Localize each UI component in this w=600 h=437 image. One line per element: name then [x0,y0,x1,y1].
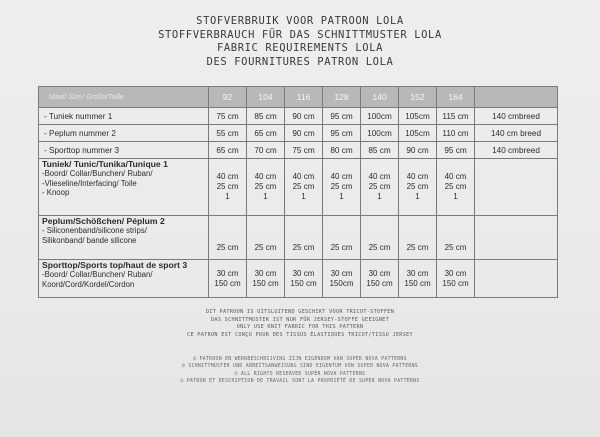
table-cell: 40 cm 25 cm 1 [399,159,437,216]
group-title: Sporttop/Sports top/haut de sport 3 [42,260,188,270]
size-header-cell: 152 [399,87,437,108]
table-cell: 25 cm [209,216,247,260]
table-cell: 90 cm [399,142,437,159]
table-cell: 95 cm [323,108,361,125]
copyright-line: © PATRON ET DESCRIPTION DE TRAVAIL SONT LA PROPRIÉTÉ DE SUPER NOVA PATTERNS [180,379,420,385]
size-header-cell: 116 [285,87,323,108]
table-cell: 70 cm [247,142,285,159]
table-cell: 95 cm [437,142,475,159]
table-cell: 105cm [399,108,437,125]
table-row [39,125,558,142]
row-label: - Sporttop nummer 3 [39,142,209,159]
table-cell: 30 cm 150 cm [247,260,285,298]
title-dutch: STOFVERBRUIK VOOR PATROON LOLA [196,15,404,27]
table-cell: 25 cm [361,216,399,260]
group-item: - Siliconenband/silicone strips/ [42,226,147,235]
table-cell: 95 cm [323,125,361,142]
table-cell: 30 cm 150 cm [437,260,475,298]
table-cell: 25 cm [323,216,361,260]
notions-row-tunic [39,159,558,216]
table-cell: 25 cm [285,216,323,260]
knit-fabric-note [0,309,600,339]
copyright-line: © SCHNITTMUSTER UND ARBEITSANWEISUNG SIND EIGENTUM VON SUPER NOVA PATTERNS [182,364,418,370]
table-cell: 40 cm 25 cm 1 [361,159,399,216]
table-cell: 100cm [361,125,399,142]
row-label: - Peplum nummer 2 [39,125,209,142]
table-cell: 80 cm [323,142,361,159]
table-cell: 30 cm 150 cm [285,260,323,298]
group-item: -Vlieseline/Interfacing/ Toile [42,178,137,188]
table-cell: 40 cm 25 cm 1 [247,159,285,216]
note-line: CE PATRON EST CONÇU POUR DES TISSUS ÉLASTIQUES TRICOT/TISSU JERSEY [187,331,413,338]
fabric-requirements-table [38,86,558,298]
table-cell: 25 cm [399,216,437,260]
group-item: -Boord/ Collar/Bunchen/ Ruban/ [42,169,153,178]
table-cell: 90 cm [285,125,323,142]
title-german: STOFFVERBRAUCH FÜR DAS SCHNITTMUSTER LOLA [158,28,442,41]
table-cell: 30 cm 150 cm [399,260,437,298]
table-cell: 40 cm 25 cm 1 [285,159,323,216]
size-header-blank [475,87,558,108]
copyright-line: © ALL RIGHTS RESERVED SUPER NOVA PATTERNS [234,371,366,377]
table-cell: 30 cm 150 cm [209,260,247,298]
table-cell: 30 cm 150cm [323,260,361,298]
size-header-row [39,87,558,108]
table-cell: 90 cm [285,108,323,125]
note-line: DAS SCHNITTMUSTER IST NUR FÜR JERSEY-STOFFE GEEIGNET [210,316,389,323]
empty-cell [475,216,558,260]
group-item: Silikonband/ bande silicone [42,235,137,245]
group-title: Tuniek/ Tunic/Tunika/Tunique 1 [42,159,168,169]
size-header-cell: 104 [247,87,285,108]
table-cell: 40 cm 25 cm 1 [323,159,361,216]
group-item: -Boord/ Collar/Bunchen/ Ruban/ [42,270,153,279]
fabric-width-cell: 140 cm breed [475,125,558,142]
empty-cell [475,159,558,216]
fabric-width-cell: 140 cmbreed [475,142,558,159]
copyright-block [0,356,600,386]
table-cell: 65 cm [209,142,247,159]
group-item: - Knoop [42,188,70,197]
table-cell: 40 cm 25 cm 1 [209,159,247,216]
size-header-label: Maat/ Size/ Größe/Taille [39,87,209,108]
table-row [39,142,558,159]
title-french: DES FOURNITURES PATRON LOLA [206,55,394,68]
table-cell: 85 cm [361,142,399,159]
note-line: DIT PATROON IS UITSLUITEND GESCHIKT VOOR TRICOT-STOFFEN [205,309,395,315]
notions-row-sporttop [39,260,558,298]
group-item: Koord/Cord/Kordel/Cordon [42,279,135,289]
table-cell: 75 cm [285,142,323,159]
size-header-cell: 128 [323,87,361,108]
table-cell: 25 cm [437,216,475,260]
table-cell: 65 cm [247,125,285,142]
size-header-cell: 92 [209,87,247,108]
table-cell: 105cm [399,125,437,142]
table-cell: 40 cm 25 cm 1 [437,159,475,216]
table-cell: 85 cm [247,108,285,125]
title-english: FABRIC REQUIREMENTS LOLA [216,42,384,54]
group-label [39,216,209,260]
note-line: ONLY USE KNIT FABRIC FOR THIS PATTERN [236,324,364,331]
size-header-cell: 140 [361,87,399,108]
notions-row-peplum [39,216,558,260]
row-label: - Tuniek nummer 1 [39,108,209,125]
empty-cell [475,260,558,298]
size-header-cell: 164 [437,87,475,108]
table-cell: 100cm [361,108,399,125]
group-title: Peplum/Schößchen/ Péplum 2 [42,216,165,226]
table-cell: 55 cm [209,125,247,142]
group-label [39,159,209,216]
copyright-line: © PATROON EN WERKBESCHRIJVING ZIJN EIGENDOM VAN SUPER NOVA PATTERNS [193,357,407,362]
fabric-width-cell: 140 cmbreed [475,108,558,125]
table-cell: 110 cm [437,125,475,142]
table-row [39,108,558,125]
table-cell: 25 cm [247,216,285,260]
title-block [0,15,600,69]
group-label [39,260,209,298]
table-cell: 75 cm [209,108,247,125]
table-cell: 30 cm 150 cm [361,260,399,298]
table-cell: 115 cm [437,108,475,125]
